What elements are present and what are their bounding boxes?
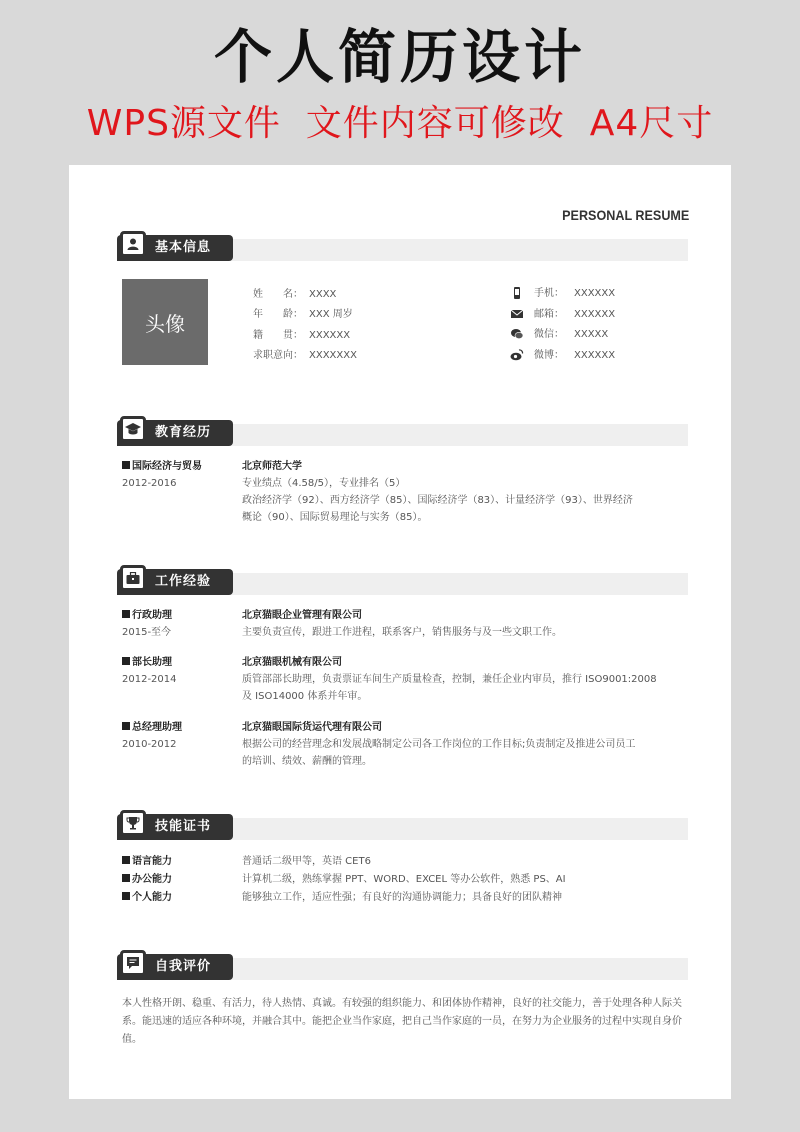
- avatar: 头像: [122, 279, 208, 365]
- info-name: 姓 名： XXXX: [253, 289, 337, 300]
- skill-row: 办公能力 计算机二级，熟练掌握 PPT、WORD、EXCEL 等办公软件，熟悉 PS、AI: [122, 871, 682, 889]
- banner-subtitle: WPS源文件 文件内容可修改 A4尺寸: [86, 103, 714, 144]
- education-right: 北京师范大学 专业绩点（4.58/5），专业排名（5） 政治经济学（92）、西方经济学（85）、国际经济学（83）、计量经济学（93）、世界经济 概论（90）、国际贸易理论与实务（85）。: [242, 461, 633, 523]
- info-job-intent: 求职意向： XXXXXXX: [253, 350, 357, 361]
- banner-title: 个人简历设计: [213, 23, 586, 91]
- info-wechat: 微信： XXXXX: [510, 328, 608, 342]
- education-left: 国际经济与贸易 2012-2016: [122, 461, 202, 489]
- info-phone: 手机： XXXXXX: [510, 287, 615, 301]
- trophy-icon: [120, 810, 146, 836]
- section-header-skills: [117, 814, 688, 840]
- section-header-education: [117, 420, 688, 446]
- section-title-work: 工作经验: [155, 574, 212, 589]
- self-evaluation-text: 本人性格开朗、稳重、有活力，待人热情、真诚。有较强的组织能力、和团体协作精神，良好的社交能力，善于处理各种人际关系。能迅速的适应各种环境，并融合其中。能把企业当作家庭，把自己当作家庭的一员，在努力为企业服务的过程中实现自身价值。: [122, 998, 682, 1045]
- info-email: 邮箱： XXXXXX: [510, 308, 615, 322]
- wechat-icon: [510, 328, 524, 340]
- work-left-2: 部长助理 2012-2014: [122, 657, 177, 685]
- work-right-2: 北京猫眼机械有限公司 质管部部长助理，负责票证车间生产质量检查，控制，兼任企业内审员，推行 ISO9001:2008 及 ISO14000 体系并年审。: [242, 657, 657, 702]
- weibo-icon: [510, 349, 524, 361]
- info-origin: 籍 贯： XXXXXX: [253, 330, 351, 341]
- work-right-1: 北京猫眼企业管理有限公司 主要负责宣传，跟进工作进程，联系客户，销售服务与及一些文职工作。: [242, 610, 562, 638]
- skill-row: 个人能力 能够独立工作，适应性强；有良好的沟通协调能力；具备良好的团队精神: [122, 889, 682, 907]
- section-title-skills: 技能证书: [155, 819, 212, 834]
- mobile-phone-icon: [510, 287, 524, 299]
- skill-row: 语言能力 普通话二级甲等，英语 CET6: [122, 853, 682, 871]
- section-header-work: [117, 569, 688, 595]
- speech-bubble-icon: [120, 950, 146, 976]
- info-weibo: 微博： XXXXXX: [510, 349, 615, 363]
- work-right-3: 北京猫眼国际货运代理有限公司 根据公司的经营理念和发展战略制定公司各工作岗位的工作目标;负责制定及推进公司员工 的培训、绩效、薪酬的管理。: [242, 722, 636, 767]
- briefcase-icon: [120, 565, 146, 591]
- work-left-1: 行政助理 2015-至今: [122, 610, 172, 638]
- section-title-education: 教育经历: [155, 425, 212, 440]
- section-header-self: [117, 954, 688, 980]
- section-title-basic: 基本信息: [155, 240, 212, 255]
- person-icon: [120, 231, 146, 257]
- work-left-3: 总经理助理 2010-2012: [122, 722, 182, 750]
- section-header-basic: [117, 235, 688, 261]
- graduation-cap-icon: [120, 416, 146, 442]
- info-age: 年 龄： XXX 周岁: [253, 309, 353, 320]
- section-title-self: 自我评价: [155, 959, 212, 974]
- personal-resume-label: PERSONAL RESUME: [561, 207, 689, 223]
- resume-page: [69, 165, 731, 1099]
- mail-icon: [510, 308, 524, 320]
